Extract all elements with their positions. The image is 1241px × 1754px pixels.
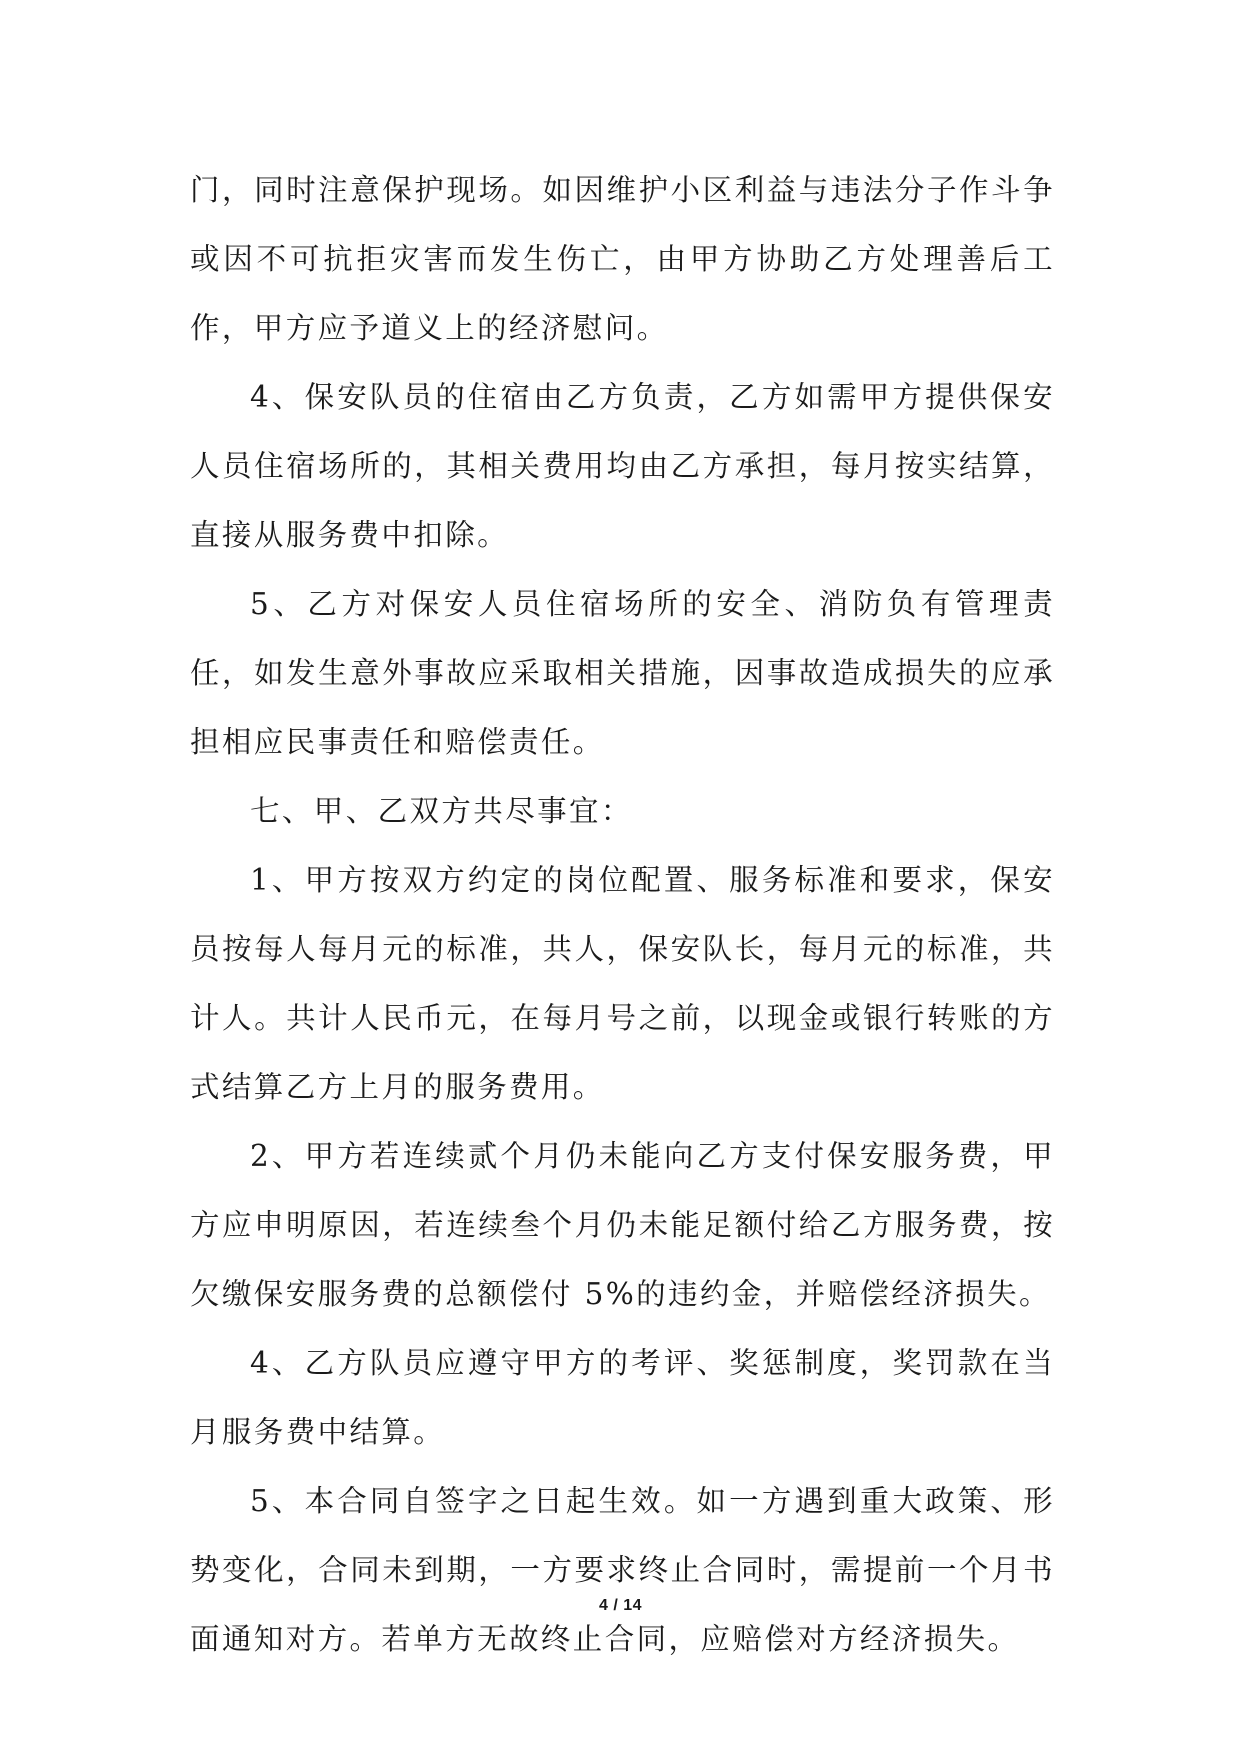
paragraph-2: 4、保安队员的住宿由乙方负责，乙方如需甲方提供保安人员住宿场所的，其相关费用均由乙方承担，每月按实结算，直接从服务费中扣除。	[190, 380, 1055, 552]
page-number: 4 / 14	[598, 1597, 643, 1614]
section-heading: 七、甲、乙双方共尽事宜：	[250, 794, 633, 828]
paragraph-6: 2、甲方若连续贰个月仍未能向乙方支付保安服务费，甲方应申明原因，若连续叁个月仍未能足额付给乙方服务费，按欠缴保安服务费的总额偿付 5%的违约金，并赔偿经济损失。	[190, 1139, 1055, 1311]
paragraph-3: 5、乙方对保安人员住宿场所的安全、消防负有管理责任，如发生意外事故应采取相关措施，因事故造成损失的应承担相应民事责任和赔偿责任。	[190, 587, 1055, 759]
paragraph-8: 5、本合同自签字之日起生效。如一方遇到重大政策、形势变化，合同未到期，一方要求终止合同时，需提前一个月书面通知对方。若单方无故终止合同，应赔偿对方经济损失。	[190, 1484, 1055, 1656]
paragraph-7: 4、乙方队员应遵守甲方的考评、奖惩制度，奖罚款在当月服务费中结算。	[190, 1346, 1055, 1449]
paragraph-1: 门，同时注意保护现场。如因维护小区利益与违法分子作斗争或因不可抗拒灾害而发生伤亡，由甲方协助乙方处理善后工作，甲方应予道义上的经济慰问。	[190, 173, 1055, 345]
paragraph-5: 1、甲方按双方约定的岗位配置、服务标准和要求，保安员按每人每月元的标准，共人，保安队长，每月元的标准，共计人。共计人民币元，在每月号之前，以现金或银行转账的方式结算乙方上月的服务费用。	[190, 863, 1055, 1104]
document-body	[190, 156, 1055, 1674]
